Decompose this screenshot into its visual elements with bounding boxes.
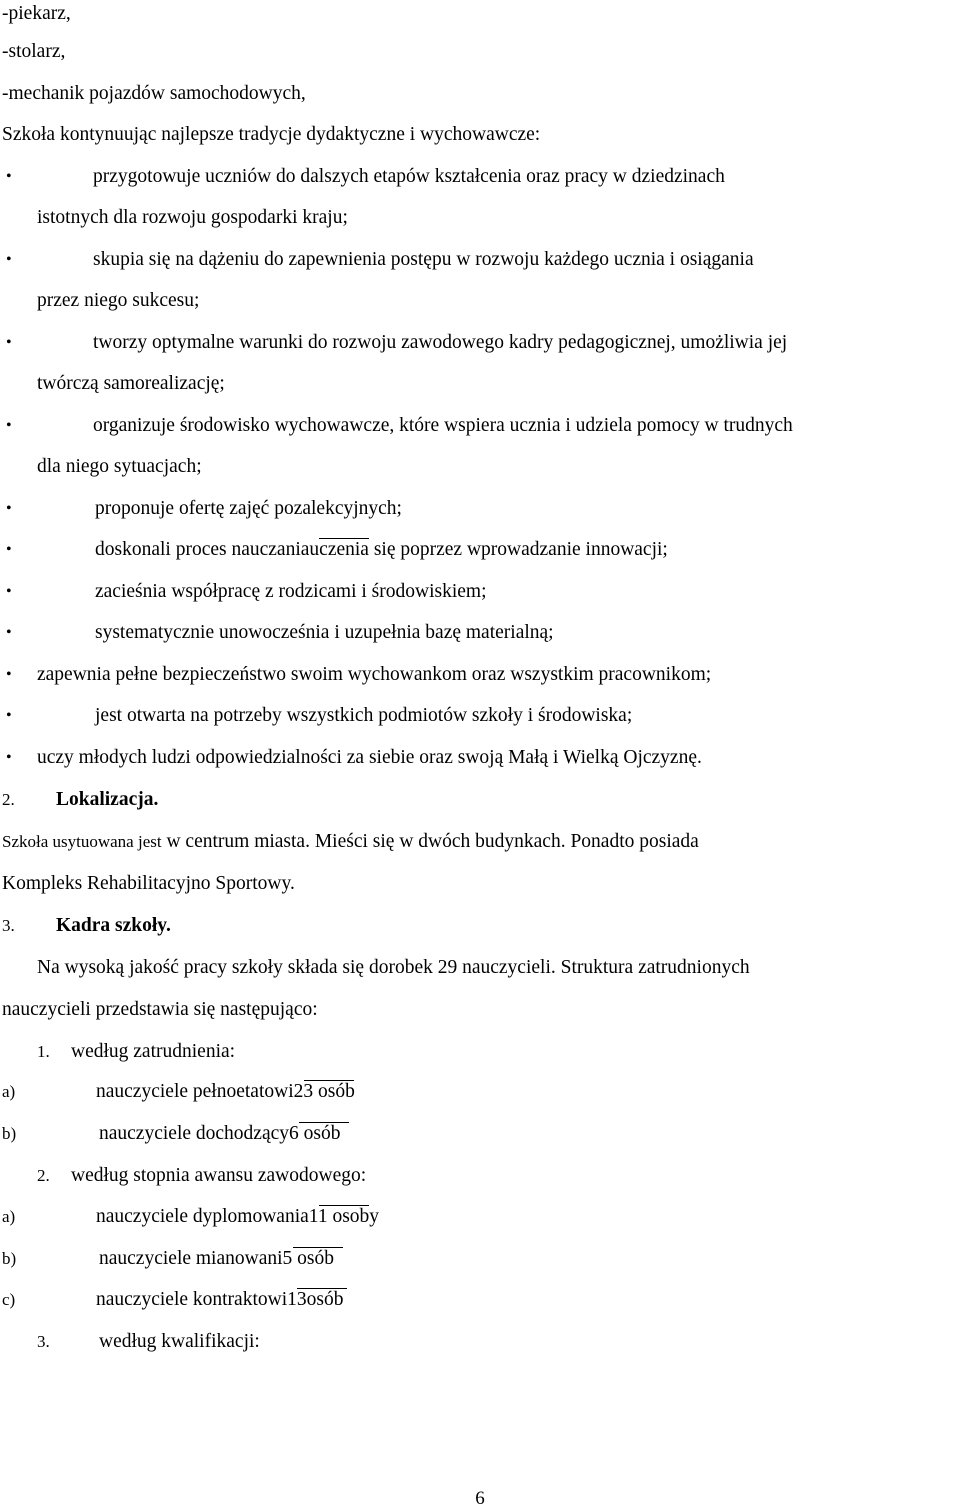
em-dash bbox=[304, 1080, 354, 1081]
em-dash bbox=[293, 1247, 343, 1248]
bullet-icon: • bbox=[6, 583, 12, 600]
bullet-icon: • bbox=[6, 624, 12, 641]
bullet-icon: • bbox=[6, 251, 12, 268]
bullet-icon: • bbox=[6, 334, 12, 351]
bullet-icon: • bbox=[6, 749, 12, 766]
bullet-icon: • bbox=[6, 707, 12, 724]
document-page: -piekarz, -stolarz, -mechanik pojazdów samochodowych, Szkoła kontynuując najlepsze tradycje dydaktyczne i wychowawcze: • przygotowuje uczniów do dalszych etapów kształcenia oraz pracy w dziedzinach istotnych dla rozwoju gospodarki kraju; • skupia się na dążeniu do zapewnienia postępu w rozwoju każdego ucznia i osiągania przez niego sukcesu; • tworzy optymalne warunki do rozwoju zawodowego kadry pedagogicznej, umożliwia jej twórczą samorealizację; • organizuje środowisko wychowawcze, które wspiera ucznia i udziela pomocy w trudnych dla niego sytuacjach; • proponuje ofertę zajęć pozalekcyjnych; • doskonali proces nauczania uczenia się poprzez wprowadzanie innowacji; • zacieśnia współpracę z rodzicami i środowiskiem; • systematycznie unowocześnia i uzupełnia bazę materialną; • zapewnia pełne bezpieczeństwo swoim wychowankom oraz wszystkim pracownikom; • jest otwarta na potrzeby wszystkich podmiotów szkoły i środowiska; • uczy młodych ludzi odpowiedzialności za siebie oraz swoją Małą i Wielką Ojczyznę. 2. Lokalizacja. Szkoła usytuowana jest w centrum miasta. Mieści się w dwóch budynkach. Ponadto posiada Kompleks Rehabilitacyjno Sportowy. 3. Kadra szkoły. Na wysoką jakość pracy szkoły składa się dorobek 29 nauczycieli. Struktura zatrudnionych nauczycieli przedstawia się następująco: 1. według zatrudnienia: a) nauczyciele pełnoetatowi 23 osób b) nauczyciele dochodzący 6 osób 2. według stopnia awansu zawodowego: a) nauczyciele dyplomowania 11 osoby b) nauczyciele mianowani 5 osób c) nauczyciele kontraktowi 13osób 3. według kwalifikacji: 6 bbox=[0, 0, 960, 1507]
em-dash bbox=[297, 1288, 347, 1289]
bullet-icon: • bbox=[6, 500, 12, 517]
em-dash bbox=[299, 1122, 349, 1123]
bullet-icon: • bbox=[6, 417, 12, 434]
em-dash bbox=[319, 538, 369, 539]
bullet-icon: • bbox=[6, 666, 12, 683]
bullet-icon: • bbox=[6, 541, 12, 558]
bullet-icon: • bbox=[6, 168, 12, 185]
em-dash bbox=[319, 1205, 369, 1206]
page-number: 6 bbox=[475, 1488, 485, 1509]
